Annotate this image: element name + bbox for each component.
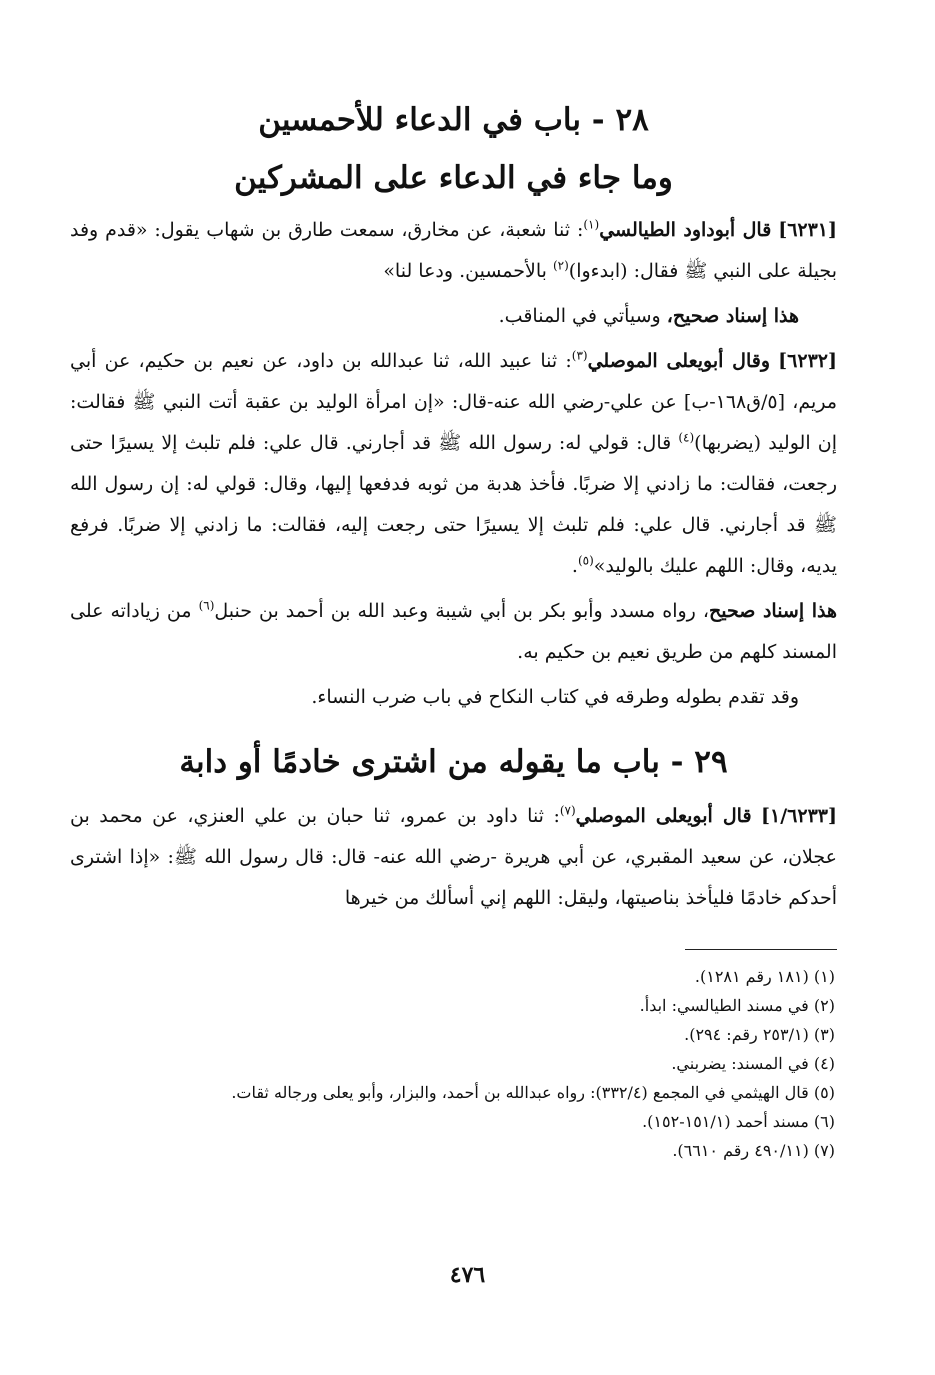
hadith-text: قال: قولي له: رسول الله ﷺ قد أجارني. قال علي: فلم تلبث إلا يسيرًا حتى رجعت، فقالت: ما زادني إلا ضربًا. فأخذ هدبة من ثوبه فدفعها إليها، وقال: قولي له: إن رسول الله ﷺ قد أجارني. قال علي: فلم تلبث إلا يسيرًا حتى رجعت إليه، فقالت: ما زادني إلا ضربًا. فرفع يديه، وقال: اللهم عليك بالوليد» — [70, 432, 838, 577]
footnotes — [70, 962, 837, 1165]
hadith-6232 — [70, 341, 837, 587]
hadith-text: : ثنا عبيد الله، ثنا عبدالله بن داود، عن نعيم بن حكيم، عن أبي مريم، [٥/ق١٦٨-ب] عن علي-رضي الله عنه-قال: «إن امرأة الوليد بن عقبة أتت النبي ﷺ فقالت: إن الوليد (يضربها) — [70, 350, 838, 454]
footnote-divider — [685, 949, 837, 950]
footnote-ref: (٥) — [577, 553, 594, 568]
hadith-number: [٦٢٣١] — [778, 219, 838, 241]
isnad-grade: هذا إسناد صحيح، — [666, 305, 799, 327]
footnote-2: (٢) في مسند الطيالسي: ابدأ. — [639, 996, 835, 1015]
chapter-29-title: ٢٩ - باب ما يقوله من اشترى خادمًا أو دابة — [179, 744, 728, 780]
footnote-ref: (٢) — [552, 258, 569, 273]
main-text-2 — [70, 796, 837, 919]
hadith-text: . — [571, 555, 578, 577]
narrator: قال أبوداود الطيالسي — [599, 219, 772, 241]
hadith-text: بالأحمسين. ودعا لنا» — [383, 260, 553, 282]
footnote-7: (٧) (٤٩٠/١١ رقم ٦٦١٠). — [672, 1141, 835, 1160]
chapter-28-subtitle: وما جاء في الدعاء على المشركين — [234, 160, 673, 196]
footnote-4: (٤) في المسند: يضربني. — [671, 1054, 835, 1073]
footnote-ref: (٧) — [559, 803, 576, 818]
hadith-6232-grade — [70, 591, 837, 673]
hadith-6231 — [70, 210, 837, 292]
footnote-1: (١) (١٨١ رقم ١٢٨١). — [694, 967, 835, 986]
hadith-number: [١/٦٢٣٣] — [761, 805, 837, 827]
grade-text: وسيأتي في المناقب. — [498, 305, 667, 327]
hadith-number: [٦٢٣٢] — [778, 350, 837, 372]
narrator: قال أبويعلى الموصلي — [575, 805, 752, 827]
grade-text: ، رواه مسدد وأبو بكر بن أبي شيبة وعبد الله بن أحمد بن حنبل — [214, 600, 709, 622]
narrator: وقال أبويعلى الموصلي — [587, 350, 770, 372]
grade-text: من زياداته على المسند كلهم من طريق نعيم بن حكيم به. — [70, 600, 837, 663]
footnote-ref: (١) — [583, 217, 600, 232]
isnad-grade: هذا إسناد صحيح — [708, 600, 837, 622]
page-number: ٤٧٦ — [449, 1262, 486, 1288]
hadith-6231-grade — [70, 296, 837, 337]
footnote-ref: (٦) — [198, 598, 215, 613]
footnote-ref: (٤) — [678, 430, 695, 445]
footnote-ref: (٣) — [571, 348, 588, 363]
hadith-text: : ثنا شعبة، عن مخارق، سمعت طارق بن شهاب يقول: «قدم وفد بجيلة على النبي ﷺ فقال: (ابدءوا) — [70, 219, 837, 282]
footnote-6: (٦) مسند أحمد (١٥١/١-١٥٢). — [642, 1112, 835, 1131]
footnote-5: (٥) قال الهيثمي في المجمع (٣٣٢/٤): رواه عبدالله بن أحمد، والبزار، وأبو يعلى ورجاله ثقات. — [231, 1083, 835, 1102]
hadith-6232-note: وقد تقدم بطوله وطرقه في كتاب النكاح في باب ضرب النساء. — [311, 686, 799, 708]
main-text — [70, 210, 837, 718]
chapter-28-title: ٢٨ - باب في الدعاء للأحمسين — [258, 102, 649, 138]
hadith-text: : ثنا داود بن عمرو، ثنا حبان بن علي العنزي، عن محمد بن عجلان، عن سعيد المقبري، عن أبي هريرة -رضي الله عنه- قال: قال رسول الله ﷺ: «إذا اشترى أحدكم خادمًا فليأخذ بناصيتها، وليقل: اللهم إني أسألك من خيرها — [70, 805, 837, 909]
footnote-3: (٣) (٢٥٣/١ رقم: ٢٩٤). — [684, 1025, 835, 1044]
hadith-6233 — [70, 796, 837, 919]
